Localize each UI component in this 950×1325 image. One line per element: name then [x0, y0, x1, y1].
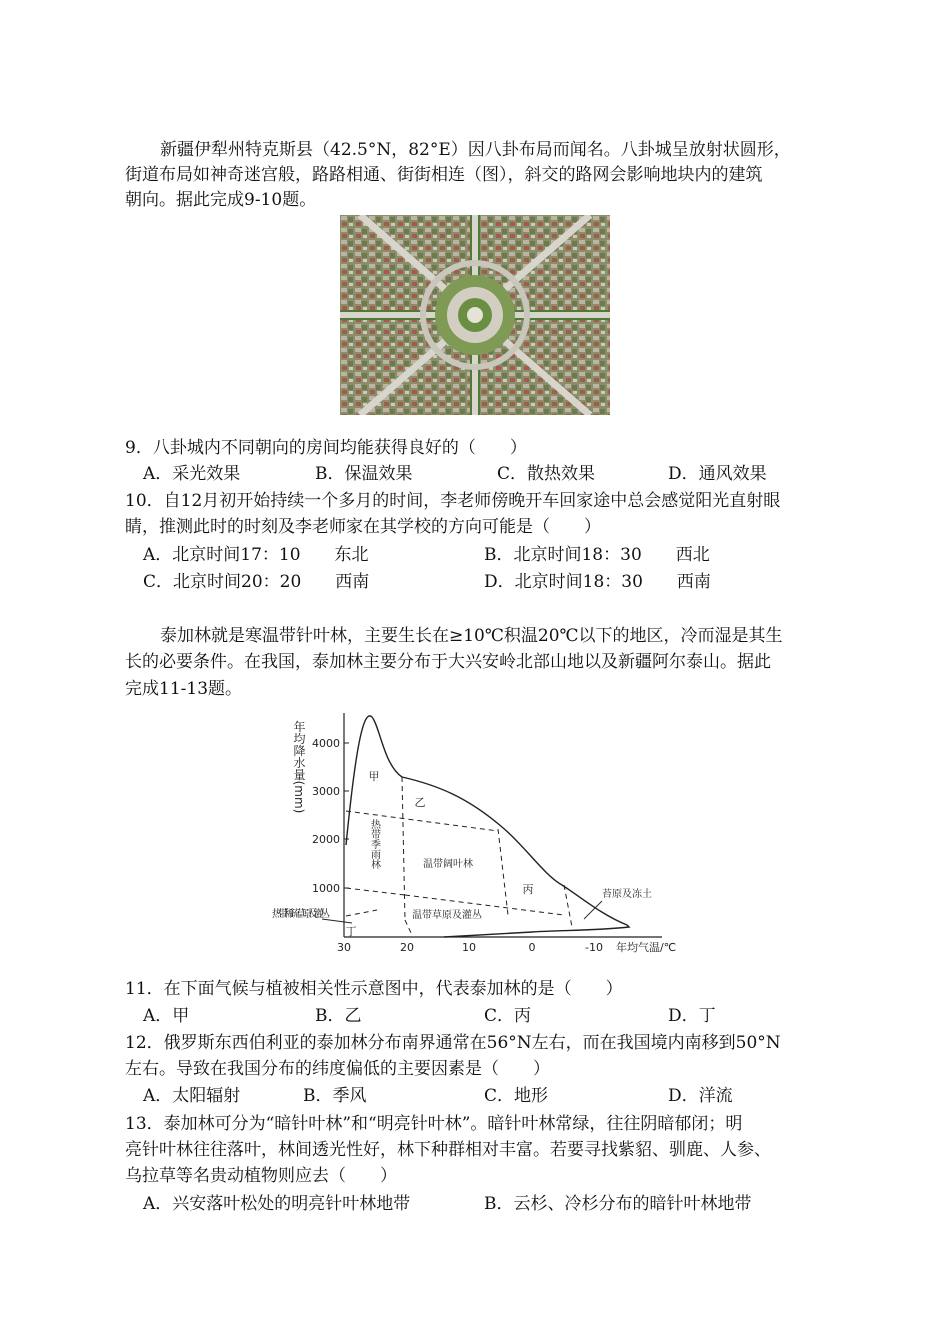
q12-option-a[interactable]: A．太阳辐射: [143, 1086, 241, 1106]
q11-option-d[interactable]: D．丁: [668, 1006, 716, 1026]
q9-stem: 9．八卦城内不同朝向的房间均能获得良好的（ ）: [125, 438, 527, 458]
q12-stem-line-2: 左右。导致在我国分布的纬度偏低的主要因素是（ ）: [125, 1059, 550, 1079]
q13-stem-line-2: 亮针叶林往往落叶，林间透光性好，林下种群相对丰富。若要寻找紫貂、驯鹿、人参、: [125, 1140, 771, 1160]
passage1-line-3: 朝向。据此完成9-10题。: [125, 190, 317, 210]
q10-option-d[interactable]: D．北京时间18：30 西南: [484, 572, 711, 592]
q12-option-d[interactable]: D．洋流: [668, 1086, 733, 1106]
passage1-line-2: 街道布局如神奇迷宫般，路路相通、街街相连（图），斜交的路网会影响地块内的建筑: [125, 165, 763, 185]
q10-option-b[interactable]: B．北京时间18：30 西北: [484, 545, 710, 565]
region-label-temperate-broadleaf: 温带阔叶林: [423, 859, 473, 870]
passage2-line-1: 泰加林就是寒温带针叶林，主要生长在≥10℃积温20℃以下的地区，冷而湿是其生: [160, 626, 783, 646]
q10-option-a[interactable]: A．北京时间17：10 东北: [143, 545, 369, 565]
q9-option-a[interactable]: A．采光效果: [143, 464, 241, 484]
climate-vegetation-diagram: [262, 705, 692, 960]
q12-stem-line-1: 12．俄罗斯东西伯利亚的泰加林分布南界通常在56°N左右，而在我国境内南移到50°N: [125, 1033, 781, 1053]
x-tick-label-30: 30: [337, 941, 351, 954]
region-label-yi: 乙: [414, 796, 426, 809]
x-tick-label-20: 20: [400, 941, 414, 954]
y-tick-label-3000: 3000: [312, 785, 340, 798]
y-tick-label-1000: 1000: [312, 882, 340, 895]
y-tick-marks: [344, 743, 349, 888]
q11-option-a[interactable]: A．甲: [143, 1006, 190, 1026]
q9-option-d[interactable]: D．通风效果: [668, 464, 767, 484]
region-label-ding: 丁: [345, 925, 357, 938]
region-label-jia: 甲: [368, 770, 380, 783]
region-label-bing: 丙: [522, 883, 534, 896]
q13-option-b[interactable]: B．云杉、冷杉分布的暗针叶林地带: [484, 1194, 752, 1214]
region-label-temperate-grassland: 温带草原及灌丛: [412, 910, 482, 921]
x-axis-label: 年均气温/℃: [616, 941, 677, 954]
y-tick-label-4000: 4000: [312, 737, 340, 750]
q11-option-c[interactable]: C．丙: [484, 1006, 532, 1026]
region-label-tropical-savanna: 热带稀疏草原及灌丛: [272, 909, 330, 920]
q13-stem-line-1: 13．泰加林可分为“暗针叶林”和“明亮针叶林”。暗针叶林常绿，往往阴暗郁闭；明: [125, 1114, 743, 1134]
region-label-tundra: 苔原及冻土: [602, 889, 652, 900]
x-tick-label-10: 10: [462, 941, 476, 954]
q13-stem-line-3: 乌拉草等名贵动植物则应去（ ）: [125, 1166, 397, 1186]
q9-option-b[interactable]: B．保温效果: [315, 464, 413, 484]
y-axis-label: 年均降水量(mm): [292, 720, 306, 814]
passage1-line-1: 新疆伊犁州特克斯县（42.5°N，82°E）因八卦布局而闻名。八卦城呈放射状圆形，: [160, 140, 791, 160]
x-tick-label-0: 0: [528, 941, 536, 954]
q11-option-b[interactable]: B．乙: [315, 1006, 362, 1026]
q10-option-c[interactable]: C．北京时间20：20 西南: [143, 572, 370, 592]
q11-stem: 11．在下面气候与植被相关性示意图中，代表泰加林的是（ ）: [125, 979, 623, 999]
passage2-line-2: 长的必要条件。在我国，泰加林主要分布于大兴安岭北部山地以及新疆阿尔泰山。据此: [125, 652, 771, 672]
passage2-line-3: 完成11-13题。: [125, 679, 243, 699]
x-tick-label-minus10: -10: [585, 941, 603, 954]
q12-option-c[interactable]: C．地形: [484, 1086, 549, 1106]
q10-stem-line-2: 睛，推测此时的时刻及李老师家在其学校的方向可能是（ ）: [125, 517, 601, 537]
q9-option-c[interactable]: C．散热效果: [497, 464, 596, 484]
y-tick-label-2000: 2000: [312, 833, 340, 846]
region-label-tropical-monsoon-forest: 热带季雨林: [368, 819, 380, 869]
q13-option-a[interactable]: A．兴安落叶松处的明亮针叶林地带: [143, 1194, 411, 1214]
q12-option-b[interactable]: B．季风: [303, 1086, 367, 1106]
vegetation-envelope: [346, 716, 629, 937]
bagua-city-aerial-photo: [340, 215, 610, 415]
q10-stem-line-1: 10．自12月初开始持续一个多月的时间，李老师傍晚开车回家途中总会感觉阳光直射眼: [125, 491, 781, 511]
